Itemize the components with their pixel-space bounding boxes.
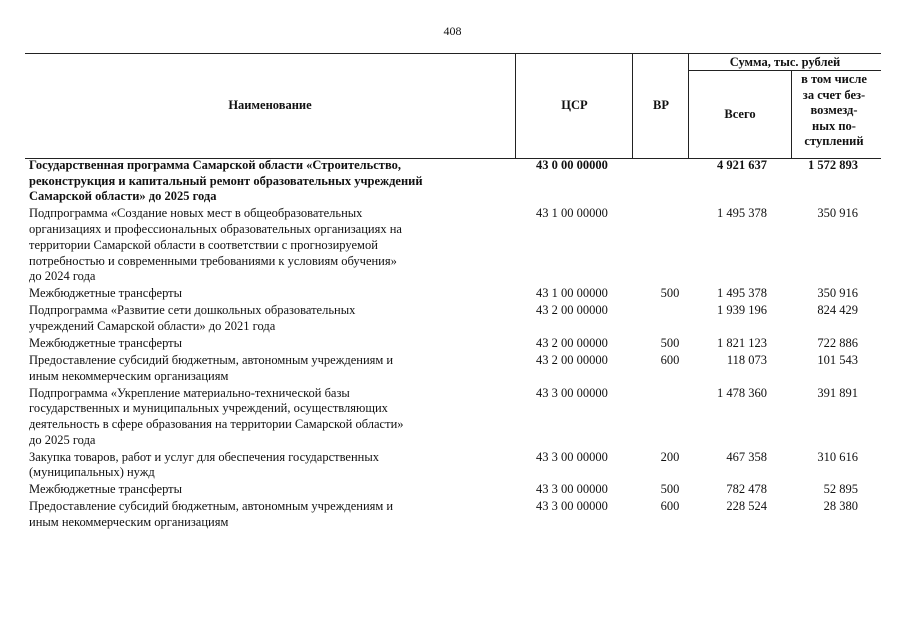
row-csr: 43 1 00 00000 bbox=[536, 206, 608, 221]
row-name bbox=[29, 286, 513, 302]
row-name bbox=[29, 336, 513, 352]
table-row bbox=[25, 482, 881, 499]
row-total: 467 358 bbox=[726, 449, 767, 464]
header-non-repayable-line: возмезд- bbox=[810, 103, 858, 118]
row-non-repayable: 350 916 bbox=[817, 206, 858, 221]
row-non-repayable: 824 429 bbox=[817, 303, 858, 318]
row-name bbox=[29, 158, 513, 205]
row-name-line: до 2024 года bbox=[29, 269, 96, 284]
row-name-line: территории Самарской области в соответствии с прогнозируемой bbox=[29, 237, 378, 252]
table-row bbox=[25, 499, 881, 532]
row-csr: 43 2 00 00000 bbox=[536, 303, 608, 318]
header-csr: ЦСР bbox=[561, 98, 588, 112]
row-name-line: реконструкция и капитальный ремонт образовательных учреждений bbox=[29, 173, 423, 188]
row-csr: 43 0 00 00000 bbox=[536, 158, 608, 172]
row-total: 118 073 bbox=[726, 352, 767, 367]
row-name-line: Межбюджетные трансферты bbox=[29, 482, 183, 497]
row-vr: 200 bbox=[660, 449, 680, 464]
header-name: Наименование bbox=[228, 98, 312, 112]
row-name bbox=[29, 206, 513, 285]
row-vr: 500 bbox=[660, 482, 680, 497]
row-name-line: Подпрограмма «Создание новых мест в общеобразовательных bbox=[29, 206, 363, 221]
table-row bbox=[25, 303, 881, 336]
header-sum-title: Сумма, тыс. рублей bbox=[689, 54, 881, 71]
header-non-repayable-line: ступлений bbox=[804, 134, 864, 149]
page-number: 408 bbox=[443, 24, 462, 38]
row-non-repayable: 52 895 bbox=[823, 482, 858, 497]
row-total: 1 821 123 bbox=[717, 335, 767, 350]
row-csr: 43 3 00 00000 bbox=[536, 385, 608, 400]
row-name-line: потребностью и современными требованиями к условиям обучения» bbox=[29, 253, 397, 268]
row-name bbox=[29, 482, 513, 498]
row-non-repayable: 1 572 893 bbox=[808, 158, 858, 172]
row-name bbox=[29, 303, 513, 334]
row-total: 1 495 378 bbox=[717, 206, 767, 221]
row-total: 228 524 bbox=[726, 499, 767, 514]
row-name-line: иным некоммерческим организациям bbox=[29, 515, 229, 530]
header-vr-cell bbox=[632, 54, 689, 158]
row-name-line: деятельность в сфере образования на территории Самарской области» bbox=[29, 416, 404, 431]
row-total: 1 939 196 bbox=[717, 303, 767, 318]
row-csr: 43 2 00 00000 bbox=[536, 335, 608, 350]
row-non-repayable: 101 543 bbox=[817, 352, 858, 367]
header-vr: ВР bbox=[653, 98, 669, 112]
table-row bbox=[25, 206, 881, 286]
row-csr: 43 3 00 00000 bbox=[536, 449, 608, 464]
row-csr: 43 2 00 00000 bbox=[536, 352, 608, 367]
row-csr: 43 1 00 00000 bbox=[536, 286, 608, 301]
table-row bbox=[25, 353, 881, 386]
table-row bbox=[25, 386, 881, 450]
table-header bbox=[25, 53, 881, 159]
header-non-repayable-line: в том числе bbox=[801, 72, 867, 86]
row-non-repayable: 310 616 bbox=[817, 449, 858, 464]
header-csr-cell bbox=[515, 54, 633, 158]
row-name bbox=[29, 450, 513, 481]
row-total: 782 478 bbox=[726, 482, 767, 497]
row-name-line: иным некоммерческим организациям bbox=[29, 368, 229, 383]
header-non-repayable bbox=[792, 72, 876, 150]
table-body bbox=[25, 158, 881, 532]
header-non-repayable-line: ных по- bbox=[812, 118, 856, 133]
row-total: 1 478 360 bbox=[717, 385, 767, 400]
row-name-line: организациях и профессиональных образовательных организациях на bbox=[29, 222, 402, 237]
row-name-line: до 2025 года bbox=[29, 432, 96, 447]
row-vr: 600 bbox=[660, 352, 680, 367]
row-name-line: Межбюджетные трансферты bbox=[29, 335, 183, 350]
row-non-repayable: 28 380 bbox=[823, 499, 858, 514]
row-non-repayable: 391 891 bbox=[817, 385, 858, 400]
header-total: Всего bbox=[724, 107, 756, 121]
table-row bbox=[25, 336, 881, 353]
row-name-line: учреждений Самарской области» до 2021 года bbox=[29, 318, 276, 333]
row-name-line: (муниципальных) нужд bbox=[29, 465, 155, 480]
row-total: 1 495 378 bbox=[717, 286, 767, 301]
header-non-repayable-line: за счет без- bbox=[802, 87, 866, 102]
row-non-repayable: 722 886 bbox=[817, 335, 858, 350]
row-name-line: Самарской области» до 2025 года bbox=[29, 189, 217, 204]
row-vr: 500 bbox=[660, 335, 680, 350]
row-name bbox=[29, 386, 513, 449]
row-csr: 43 3 00 00000 bbox=[536, 499, 608, 514]
table-row bbox=[25, 286, 881, 303]
row-name-line: Подпрограмма «Развитие сети дошкольных образовательных bbox=[29, 303, 356, 318]
header-sum-cell bbox=[688, 54, 881, 158]
row-name bbox=[29, 499, 513, 530]
row-total: 4 921 637 bbox=[717, 158, 767, 172]
table-row bbox=[25, 158, 881, 206]
row-vr: 600 bbox=[660, 499, 680, 514]
row-non-repayable: 350 916 bbox=[817, 286, 858, 301]
table-row bbox=[25, 450, 881, 483]
row-name-line: Предоставление субсидий бюджетным, автономным учреждениям и bbox=[29, 499, 394, 514]
row-csr: 43 3 00 00000 bbox=[536, 482, 608, 497]
row-name-line: государственных и муниципальных учреждений, осуществляющих bbox=[29, 401, 388, 416]
row-name-line: Межбюджетные трансферты bbox=[29, 286, 183, 301]
row-name-line: Закупка товаров, работ и услуг для обеспечения государственных bbox=[29, 449, 380, 464]
row-name-line: Подпрограмма «Укрепление материально-технической базы bbox=[29, 385, 350, 400]
row-vr: 500 bbox=[660, 286, 680, 301]
row-name-line: Предоставление субсидий бюджетным, автономным учреждениям и bbox=[29, 352, 394, 367]
header-name-cell bbox=[25, 54, 515, 158]
row-name-line: Государственная программа Самарской области «Строительство, bbox=[29, 158, 401, 172]
row-name bbox=[29, 353, 513, 384]
